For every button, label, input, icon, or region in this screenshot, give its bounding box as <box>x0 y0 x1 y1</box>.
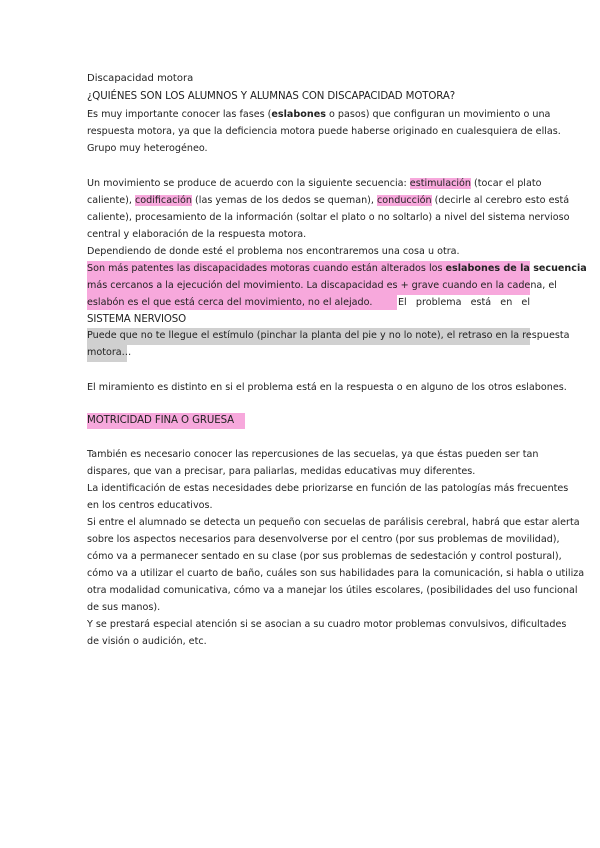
paragraph-line: central y elaboración de la respuesta motora. <box>87 229 307 240</box>
section-heading: MOTRICIDAD FINA O GRUESA <box>87 415 234 426</box>
paragraph-line <box>87 260 587 277</box>
paragraph-line: cómo va a permanecer sentado en su clase (por sus problemas de sedestación y control postural), <box>87 551 562 562</box>
text-run: o pasos) que configuran un movimiento o una <box>325 109 551 120</box>
paragraph-line: La identificación de estas necesidades debe priorizarse en función de las patologías más frecuentes <box>87 483 569 494</box>
bold-term: eslabones <box>271 109 326 120</box>
text-run: eslabón es el que está cerca del movimiento, no el alejado. <box>87 297 373 308</box>
paragraph-line: sobre los aspectos necesarios para desenvolverse por el centro (por sus problemas de movilidad), <box>87 534 560 545</box>
paragraph-line: caliente), procesamiento de la información (soltar el plato o no soltarlo) a nivel del sistema nervioso <box>87 212 570 223</box>
bold-term: eslabones de la secuencia <box>445 263 587 274</box>
paragraph-line: dispares, que van a precisar, para paliarlas, medidas educativas muy diferentes. <box>87 466 476 477</box>
text-run: caliente), <box>87 195 135 206</box>
paragraph-line: Dependiendo de donde esté el problema nos encontraremos una cosa u otra. <box>87 246 460 257</box>
paragraph-line: de sus manos). <box>87 602 161 613</box>
text-run: Un movimiento se produce de acuerdo con la siguiente secuencia: <box>87 178 410 189</box>
paragraph-line: más cercanos a la ejecución del movimiento. La discapacidad es + grave cuando en la cadena, el <box>87 280 557 291</box>
paragraph-line <box>87 106 551 123</box>
text-run: (decirle al cerebro esto está <box>431 195 570 206</box>
paragraph-line: Si entre el alumnado se detecta un pequeño con secuelas de parálisis cerebral, habrá que estar alerta <box>87 517 580 528</box>
paragraph-line: respuesta motora, ya que la deficiencia motora puede haberse originado en cualesquiera de ellas. <box>87 126 561 137</box>
paragraph-line: Y se prestará especial atención si se asocian a su cuadro motor problemas convulsivos, dificultades <box>87 619 567 630</box>
paragraph-line: cómo va a utilizar el cuarto de baño, cuáles son sus habilidades para la comunicación, si habla o utiliza <box>87 568 585 579</box>
doc-title: Discapacidad motora <box>87 73 194 84</box>
paragraph-line: de visión o audición, etc. <box>87 636 207 647</box>
paragraph-line: motora… <box>87 347 132 358</box>
highlighted-term: conducción <box>377 195 432 206</box>
highlighted-term: codificación <box>134 195 192 206</box>
section-heading: ¿QUIÉNES SON LOS ALUMNOS Y ALUMNAS CON DISCAPACIDAD MOTORA? <box>87 91 456 102</box>
paragraph-line: También es necesario conocer las repercusiones de las secuelas, ya que éstas pueden ser tan <box>87 449 539 460</box>
paragraph-line: en los centros educativos. <box>87 500 213 511</box>
text-run: (las yemas de los dedos se queman), <box>191 195 378 206</box>
paragraph-line: El problema está en el <box>398 297 530 308</box>
paragraph-line <box>87 175 542 192</box>
paragraph-line: otra modalidad comunicativa, cómo va a manejar los útiles escolares, (posibilidades del uso funcional <box>87 585 578 596</box>
paragraph-line: El miramiento es distinto en si el problema está en la respuesta o en alguno de los otros eslabones. <box>87 382 567 393</box>
section-heading: SISTEMA NERVIOSO <box>87 314 187 325</box>
paragraph-line: Puede que no te llegue el estímulo (pinchar la planta del pie y no lo note), el retraso en la respuesta <box>87 330 570 341</box>
highlighted-term: estimulación <box>409 178 471 189</box>
text-run: Es muy importante conocer las fases ( <box>87 109 272 120</box>
paragraph-line <box>87 192 570 209</box>
text-run: (tocar el plato <box>471 178 542 189</box>
paragraph-line: Grupo muy heterogéneo. <box>87 143 208 154</box>
text-run: Son más patentes las discapacidades motoras cuando están alterados los <box>87 263 446 274</box>
